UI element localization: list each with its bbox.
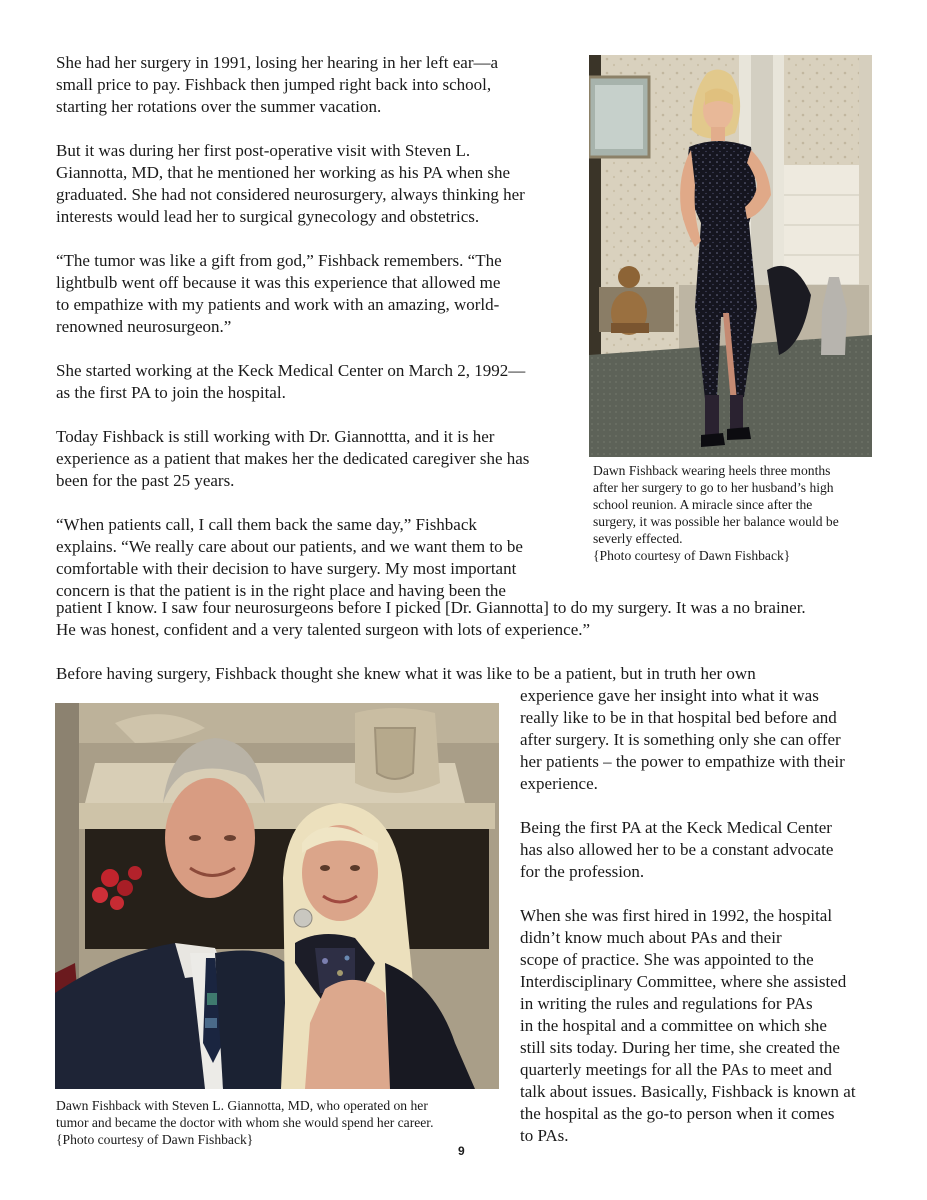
right-column-text — [520, 685, 890, 1147]
paragraph-surgery-1991: She had her surgery in 1991, losing her hearing in her left ear—a small price to pay. Fishback then jumped right back into school, starting her rotations over the summer vacation. — [56, 53, 499, 116]
photo-dawn-with-giannotta-illustration — [55, 703, 499, 1089]
full-width-text: patient I know. I saw four neurosurgeons before I picked [Dr. Giannotta] to do my surgery. It was a no brainer. He was honest, confident and a very talented surgeon with lots of experience.” — [56, 598, 806, 639]
caption-photo-giannotta: Dawn Fishback with Steven L. Giannotta, MD, who operated on her tumor and became the doctor with whom she would spend her career. {Photo courtesy of Dawn Fishback} — [56, 1098, 434, 1147]
paragraph-started-working: She started working at the Keck Medical Center on March 2, 1992— as the first PA to join the hospital. — [56, 361, 526, 402]
caption-photo-dress: Dawn Fishback wearing heels three months after her surgery to go to her husband’s high school reunion. A miracle since after the surgery, it was possible her balance would be severly effected. {Photo courtesy of Dawn Fishback} — [593, 463, 839, 563]
before-surgery-line: Before having surgery, Fishback thought she knew what it was like to be a patient, but in truth her own — [56, 664, 756, 683]
paragraph-patients-call: “When patients call, I call them back the same day,” Fishback explains. “We really care about our patients, and we want them to be comfortable with their decision to have surgery. My most important concern is that the patient is in the right place and having been the — [56, 515, 523, 600]
photo-dawn-in-dress-illustration — [589, 55, 872, 457]
paragraph-own-experience: experience gave her insight into what it was really like to be in that hospital bed before and after surgery. It is something only she can offer her patients – the power to empathize with their experience. — [520, 686, 845, 793]
photo-dawn-with-giannotta — [55, 703, 499, 1089]
paragraph-first-pa: Being the first PA at the Keck Medical Center has also allowed her to be a constant advocate for the profession. — [520, 818, 834, 881]
paragraph-tumor-gift-quote: “The tumor was like a gift from god,” Fishback remembers. “The lightbulb went off because it was this experience that allowed me to empathize with my patients and work with an amazing, world- renowned neurosurgeon.” — [56, 251, 502, 336]
photo-dawn-in-dress — [589, 55, 872, 457]
paragraph-today-fishback: Today Fishback is still working with Dr. Giannottta, and it is her experience as a patient that makes her the dedicated caregiver she has been for the past 25 years. — [56, 427, 530, 490]
left-column-text — [56, 52, 576, 602]
paragraph-post-operative-visit: But it was during her first post-operative visit with Steven L. Giannotta, MD, that he mentioned her working as his PA when she graduated. She had not considered neurosurgery, always thinking her interests would lead her to surgical gynecology and obstetrics. — [56, 141, 525, 226]
paragraph-first-hired: When she was first hired in 1992, the hospital didn’t know much about PAs and their scope of practice. She was appointed to the Interdisciplinary Committee, where she assisted in writing the rules and regulations for PAs in the hospital and a committee on which she still sits today. During her time, she created the quarterly meetings for all the PAs to meet and talk about issues. Basically, Fishback is known at the hospital as the go-to person when it comes to PAs. — [520, 906, 856, 1145]
page-number: 9 — [458, 1144, 465, 1158]
